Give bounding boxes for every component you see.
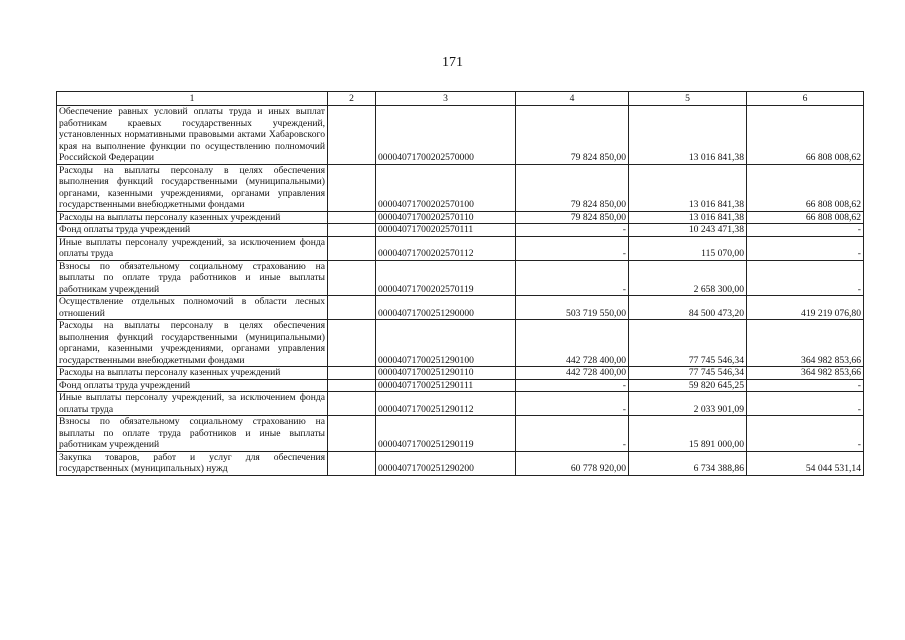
table-row — [57, 416, 864, 452]
row-col-5-value: 77 745 546,34 — [629, 367, 747, 380]
row-description: Взносы по обязательному социальному страхованию на выплаты по оплате труда работников и иные выплаты работникам учреждений — [57, 416, 328, 452]
row-col-2 — [328, 236, 376, 260]
row-col-2 — [328, 367, 376, 380]
row-col-6-value: 419 219 076,80 — [747, 296, 864, 320]
row-col-5-value: 10 243 471,38 — [629, 224, 747, 237]
row-col-5-value: 59 820 645,25 — [629, 379, 747, 392]
row-col-6-value: 364 982 853,66 — [747, 367, 864, 380]
row-description: Расходы на выплаты персоналу в целях обеспечения выполнения функций государственными (муниципальными) органами, казенными учреждениями, органами управления государственными внебюджетными фондами — [57, 320, 328, 367]
column-header-6: 6 — [747, 92, 864, 106]
table-header-row — [57, 92, 864, 106]
row-col-5-value: 6 734 388,86 — [629, 451, 747, 475]
column-header-5: 5 — [629, 92, 747, 106]
table-row — [57, 367, 864, 380]
row-col-6-value: 66 808 008,62 — [747, 164, 864, 211]
row-budget-code: 00004071700202570119 — [376, 260, 516, 296]
row-col-4-value: 60 778 920,00 — [516, 451, 629, 475]
row-col-5-value: 115 070,00 — [629, 236, 747, 260]
column-header-1: 1 — [57, 92, 328, 106]
row-budget-code: 00004071700251290110 — [376, 367, 516, 380]
table-row — [57, 224, 864, 237]
row-col-6-value: 54 044 531,14 — [747, 451, 864, 475]
row-col-2 — [328, 451, 376, 475]
row-budget-code: 00004071700251290119 — [376, 416, 516, 452]
row-col-4-value: 442 728 400,00 — [516, 367, 629, 380]
row-col-2 — [328, 164, 376, 211]
table-row — [57, 211, 864, 224]
row-budget-code: 00004071700251290000 — [376, 296, 516, 320]
row-description: Взносы по обязательному социальному страхованию на выплаты по оплате труда работников и иные выплаты работникам учреждений — [57, 260, 328, 296]
row-col-4-value: - — [516, 379, 629, 392]
row-col-5-value: 2 033 901,09 — [629, 392, 747, 416]
row-col-4-value: - — [516, 392, 629, 416]
row-col-2 — [328, 416, 376, 452]
row-col-5-value: 15 891 000,00 — [629, 416, 747, 452]
row-col-5-value: 13 016 841,38 — [629, 164, 747, 211]
row-description: Фонд оплаты труда учреждений — [57, 224, 328, 237]
row-col-5-value: 84 500 473,20 — [629, 296, 747, 320]
row-col-6-value: - — [747, 224, 864, 237]
row-col-2 — [328, 260, 376, 296]
table-body — [57, 92, 864, 476]
row-col-5-value: 77 745 546,34 — [629, 320, 747, 367]
row-budget-code: 00004071700251290111 — [376, 379, 516, 392]
table-row — [57, 236, 864, 260]
row-budget-code: 00004071700202570111 — [376, 224, 516, 237]
row-description: Осуществление отдельных полномочий в области лесных отношений — [57, 296, 328, 320]
row-description: Обеспечение равных условий оплаты труда и иных выплат работникам краевых государственных учреждений, установленных нормативными правовыми актами Хабаровского края на выполнение функции по осуществлению полномочий Российской Федерации — [57, 106, 328, 165]
column-header-4: 4 — [516, 92, 629, 106]
row-col-4-value: - — [516, 416, 629, 452]
row-col-6-value: - — [747, 416, 864, 452]
row-col-6-value: 66 808 008,62 — [747, 106, 864, 165]
table-row — [57, 379, 864, 392]
row-col-6-value: - — [747, 260, 864, 296]
row-col-2 — [328, 379, 376, 392]
row-col-6-value: - — [747, 392, 864, 416]
column-header-3: 3 — [376, 92, 516, 106]
row-col-2 — [328, 211, 376, 224]
row-budget-code: 00004071700251290100 — [376, 320, 516, 367]
row-col-6-value: 66 808 008,62 — [747, 211, 864, 224]
column-header-2: 2 — [328, 92, 376, 106]
row-col-2 — [328, 392, 376, 416]
table-row — [57, 260, 864, 296]
row-col-2 — [328, 320, 376, 367]
table-row — [57, 451, 864, 475]
row-col-4-value: 503 719 550,00 — [516, 296, 629, 320]
row-col-4-value: 79 824 850,00 — [516, 106, 629, 165]
table-row — [57, 392, 864, 416]
row-col-4-value: - — [516, 224, 629, 237]
row-description: Расходы на выплаты персоналу в целях обеспечения выполнения функций государственными (муниципальными) органами, казенными учреждениями, органами управления государственными внебюджетными фондами — [57, 164, 328, 211]
row-col-6-value: 364 982 853,66 — [747, 320, 864, 367]
row-budget-code: 00004071700202570000 — [376, 106, 516, 165]
table-row — [57, 296, 864, 320]
row-budget-code: 00004071700202570112 — [376, 236, 516, 260]
row-col-4-value: 79 824 850,00 — [516, 211, 629, 224]
budget-table — [56, 91, 864, 476]
row-col-4-value: 79 824 850,00 — [516, 164, 629, 211]
row-col-5-value: 13 016 841,38 — [629, 211, 747, 224]
row-col-4-value: - — [516, 236, 629, 260]
row-description: Иные выплаты персоналу учреждений, за исключением фонда оплаты труда — [57, 236, 328, 260]
row-description: Закупка товаров, работ и услуг для обеспечения государственных (муниципальных) нужд — [57, 451, 328, 475]
row-col-2 — [328, 106, 376, 165]
table-row — [57, 106, 864, 165]
row-budget-code: 00004071700202570110 — [376, 211, 516, 224]
row-col-4-value: - — [516, 260, 629, 296]
row-col-2 — [328, 296, 376, 320]
row-description: Фонд оплаты труда учреждений — [57, 379, 328, 392]
table-row — [57, 164, 864, 211]
row-description: Расходы на выплаты персоналу казенных учреждений — [57, 211, 328, 224]
row-col-5-value: 2 658 300,00 — [629, 260, 747, 296]
row-description: Иные выплаты персоналу учреждений, за исключением фонда оплаты труда — [57, 392, 328, 416]
row-col-2 — [328, 224, 376, 237]
page-number: 171 — [442, 55, 463, 70]
row-col-6-value: - — [747, 379, 864, 392]
table-row — [57, 320, 864, 367]
row-budget-code: 00004071700202570100 — [376, 164, 516, 211]
row-description: Расходы на выплаты персоналу казенных учреждений — [57, 367, 328, 380]
row-col-4-value: 442 728 400,00 — [516, 320, 629, 367]
row-col-5-value: 13 016 841,38 — [629, 106, 747, 165]
row-col-6-value: - — [747, 236, 864, 260]
row-budget-code: 00004071700251290112 — [376, 392, 516, 416]
row-budget-code: 00004071700251290200 — [376, 451, 516, 475]
